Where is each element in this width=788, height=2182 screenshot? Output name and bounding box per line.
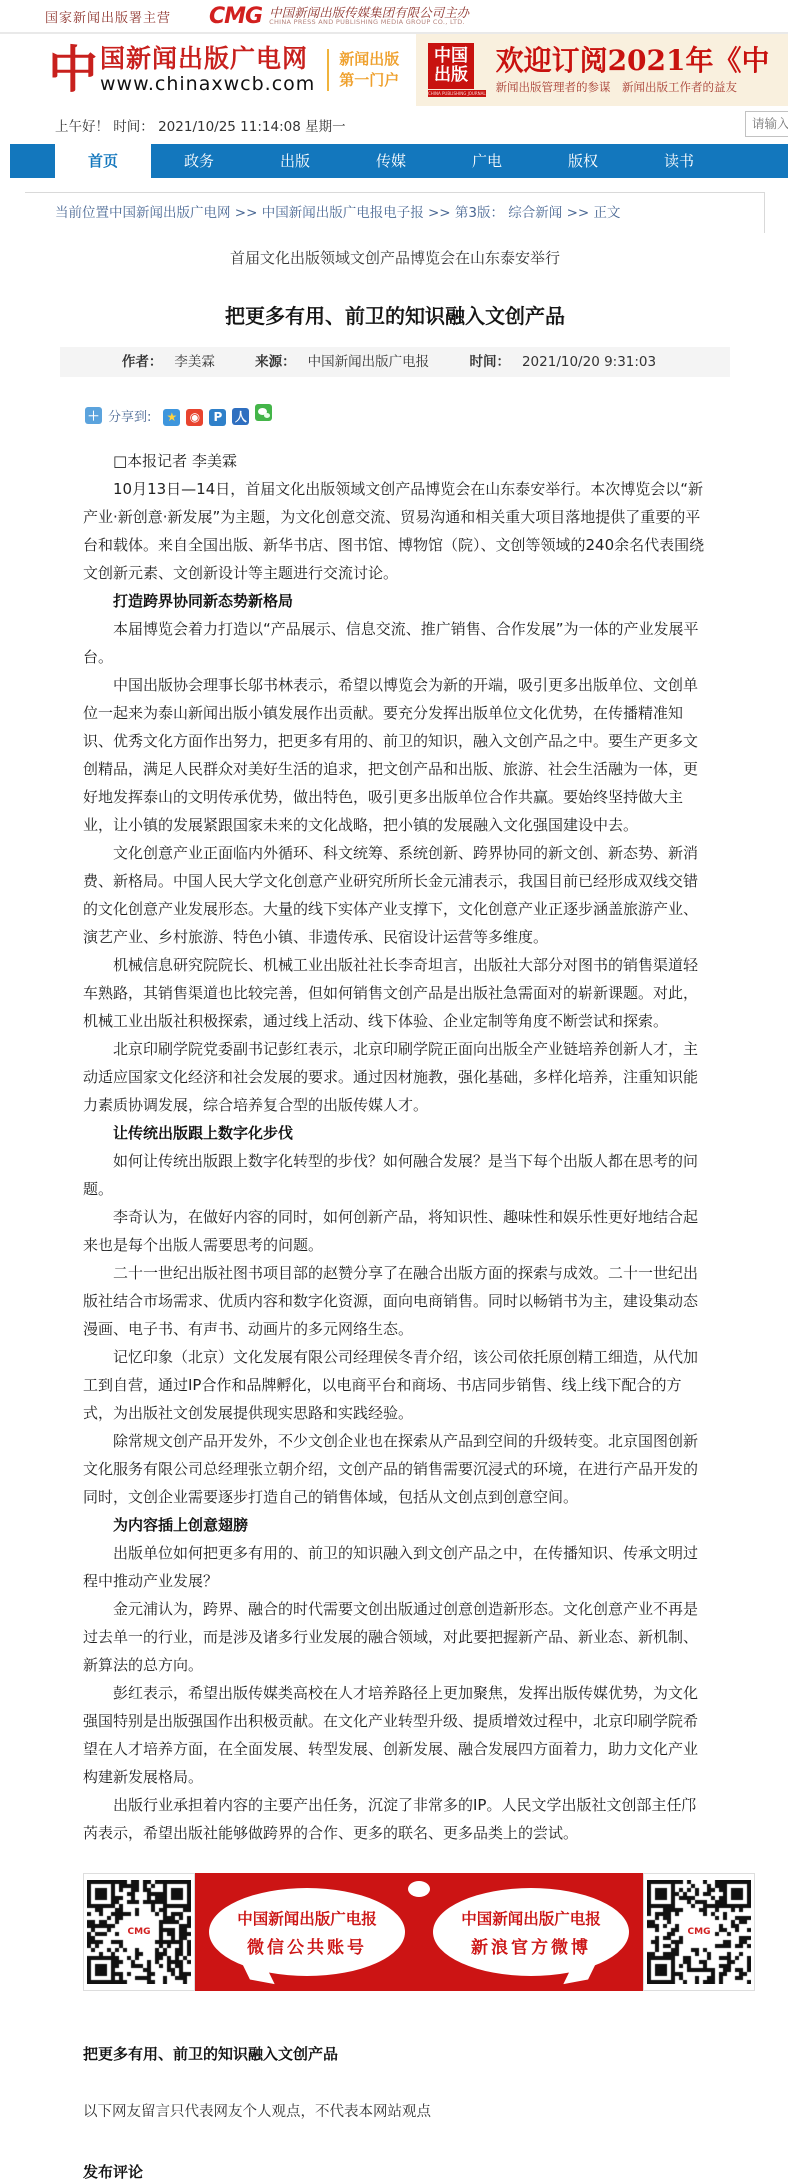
article-paragraph: 记忆印象（北京）文化发展有限公司经理侯冬青介绍，该公司依托原创精工细造，从代加工到自营，通过IP合作和品牌孵化，以电商平台和商场、书店同步销售、线上线下配合的方式，为出版社文创发展提供现实思路和实践经验。	[83, 1348, 699, 1422]
wechat-qr-code	[83, 1873, 195, 1991]
share-bar	[85, 405, 765, 425]
nav-item-7[interactable]: 读书	[663, 152, 694, 170]
article-paragraph: 出版单位如何把更多有用的、前卫的知识融入到文创产品之中，在传播知识、传承文明过程中推动产业发展？	[83, 1544, 699, 1590]
author-value: 李美霖	[174, 354, 215, 370]
time-toolbar	[0, 106, 788, 144]
article-paragraph: 北京印刷学院党委副书记彭红表示，北京印刷学院正面向出版全产业链培养创新人才，主动适应国家文化经济和社会发展的要求。通过因材施教，强化基础，多样化培养，注重知识能力素质协调发展，综合培养复合型的出版传媒人才。	[83, 1040, 699, 1114]
article-paragraph: 彭红表示，希望出版传媒类高校在人才培养路径上更加聚焦，发挥出版传媒优势，为文化强国特别是出版强国作出积极贡献。在文化产业转型升级、提质增效过程中，北京印刷学院希望在人才培养方面，在全面发展、转型发展、创新发展、融合发展四方面着力，助力文化产业构建新发展格局。	[83, 1684, 699, 1786]
nav-item-4[interactable]: 传媒	[375, 152, 406, 170]
qr-cmg-label: CMG	[125, 1926, 154, 1939]
site-slogan: 新闻出版 第一门户	[327, 49, 399, 91]
cmg-logo: CMG	[209, 3, 263, 29]
main-nav	[10, 144, 788, 178]
source-label: 来源：	[255, 354, 296, 370]
nav-item-2[interactable]: 政务	[183, 152, 214, 170]
renren-icon[interactable]: 人	[232, 408, 249, 425]
share-icons	[163, 404, 278, 426]
article-body	[83, 447, 707, 1847]
comments-disclaimer: 以下网友留言只代表网友个人观点，不代表本网站观点	[83, 2104, 431, 2120]
wechat-icon[interactable]	[255, 404, 272, 421]
nav-item-5[interactable]: 广电	[471, 152, 502, 170]
wechat-bubble: 中国新闻出版广电报 微信公共账号	[209, 1888, 405, 1976]
post-comment-label[interactable]: 发布评论	[83, 2163, 144, 2181]
article-paragraph: 出版行业承担着内容的主要产出任务，沉淀了非常多的IP。人民文学出版社文创部主任邝芮表示，希望出版社能够做跨界的合作、更多的联名、更多品类上的尝试。	[83, 1796, 697, 1842]
share-label[interactable]: 分享到:	[108, 409, 152, 425]
nav-item-3[interactable]: 出版	[279, 152, 310, 170]
site-logo-glyph-icon: 中	[48, 41, 98, 99]
time-value: 2021/10/20 9:31:03	[521, 354, 657, 370]
related-article-title[interactable]: 把更多有用、前卫的知识融入文创产品	[83, 2045, 339, 2063]
share-plus-icon[interactable]: ＋	[85, 407, 102, 424]
banner-headline: 欢迎订阅2021年《中	[495, 44, 770, 77]
source-value: 中国新闻出版广电报	[307, 354, 430, 370]
section-heading: 为内容插上创意翅膀	[113, 1516, 249, 1534]
article-paragraph: 除常规文创产品开发外，不少文创企业也在探索从产品到空间的升级转变。北京国图创新文化服务有限公司总经理张立朝介绍，文创产品的销售需要沉浸式的环境，在进行产品开发的同时，文创企业需要逐步打造自己的销售体域，包括从文创点到创意空间。	[83, 1432, 699, 1506]
article-paragraph: 10月13日—14日，首届文化出版领域文创产品博览会在山东泰安举行。本次博览会以“新产业·新创意·新发展”为主题，为文化创意交流、贸易沟通和相关重大项目落地提供了重要的平台和载体。来自全国出版、新华书店、图书馆、博物馆（院）、文创等领域的240余名代表围绕文创新元素、文创新设计等主题进行交流讨论。	[83, 480, 705, 582]
article-paragraph: 机械信息研究院院长、机械工业出版社社长李奇坦言，出版社大部分对图书的销售渠道轻车熟路，其销售渠道也比较完善，但如何销售文创产品是出版社急需面对的崭新课题。对此，机械工业出版社积极探索，通过线上活动、线下体验、企业定制等角度不断尝试和探索。	[83, 956, 699, 1030]
seal-english-text: CHINA PUBLISHING JOURNAL	[428, 91, 486, 96]
nav-item-6[interactable]: 版权	[567, 152, 598, 170]
organizer-text-en: CHINA PRESS AND PUBLISHING MEDIA GROUP CO., LTD.	[269, 18, 465, 27]
top-utility-bar	[0, 0, 788, 34]
breadcrumb[interactable]: 当前位置中国新闻出版广电网 >> 中国新闻出版广电报电子报 >> 第3版： 综合新闻 >> 正文	[25, 193, 765, 233]
article-paragraph: 如何让传统出版跟上数字化转型的步伐？如何融合发展？是当下每个出版人都在思考的问题。	[83, 1152, 699, 1198]
section-heading: 打造跨界协同新态势新格局	[113, 592, 294, 610]
page-title: 把更多有用、前卫的知识融入文创产品	[225, 304, 565, 328]
article-paragraph: 中国出版协会理事长邬书林表示，希望以博览会为新的开端，吸引更多出版单位、文创单位一起来为泰山新闻出版小镇发展作出贡献。要充分发挥出版单位文化优势，在传播精准知识、优秀文化方面作出努力，把更多有用的、前卫的知识，融入文创产品之中。要生产更多文创精品，满足人民群众对美好生活的追求，把文创产品和出版、旅游、社会生活融为一体，更好地发挥泰山的文明传承优势，做出特色，吸引更多出版单位合作共赢。要始终坚持做大主业，让小镇的发展紧跟国家未来的文化战略，把小镇的发展融入文化强国建设中去。	[83, 676, 699, 834]
cmg-block	[209, 4, 469, 29]
article-paragraph: 二十一世纪出版社图书项目部的赵赞分享了在融合出版方面的探索与成效。二十一世纪出版社结合市场需求、优质内容和数字化资源，面向电商销售。同时以畅销书为主，建设集动态漫画、电子书、有声书、动画片的多元网络生态。	[83, 1264, 699, 1338]
qzone-icon[interactable]: ★	[163, 409, 180, 426]
article-paragraph: □本报记者 李美霖	[113, 452, 237, 470]
site-logo[interactable]	[0, 41, 400, 99]
nav-item-1[interactable]: 首页	[55, 144, 151, 178]
qr-cmg-label: CMG	[685, 1926, 714, 1939]
search-input[interactable]	[745, 111, 788, 137]
pengyou-icon[interactable]: P	[209, 409, 226, 426]
article-paragraph: 金元浦认为，跨界、融合的时代需要文创出版通过创意创造新形态。文化创意产业不再是过去单一的行业，而是涉及诸多行业发展的融合领域，对此要把握新产品、新业态、新机制、新算法的总方向。	[83, 1600, 699, 1674]
article-paragraph: 本届博览会着力打造以“产品展示、信息交流、推广销售、合作发展”为一体的产业发展平台。	[83, 620, 699, 666]
article-paragraph: 李奇认为，在做好内容的同时，如何创新产品，将知识性、趣味性和娱乐性更好地结合起来也是每个出版人需要思考的问题。	[83, 1208, 699, 1254]
author-label: 作者：	[121, 354, 163, 370]
article-kicker: 首届文化出版领域文创产品博览会在山东泰安举行	[229, 249, 560, 267]
qr-banner-band	[195, 1873, 643, 1991]
supervisor-text: 国家新闻出版署主营	[45, 10, 172, 26]
site-logo-url: www.chinaxwcb.com	[100, 72, 316, 95]
greeting-datetime-text: 上午好！ 时间： 2021/10/25 11:14:08 星期一	[55, 119, 346, 135]
banner-subline: 新闻出版管理者的参谋 新闻出版工作者的益友	[495, 80, 738, 94]
qr-promo-banner[interactable]	[83, 1873, 755, 1991]
site-header	[0, 34, 788, 106]
subscribe-banner-ad[interactable]	[416, 34, 788, 106]
section-heading: 让传统出版跟上数字化步伐	[113, 1124, 294, 1142]
weibo-qr-code	[643, 1873, 755, 1991]
time-label: 时间：	[469, 354, 510, 370]
organizer-text: 中国新闻出版传媒集团有限公司主办	[269, 4, 470, 20]
article-meta-bar	[60, 347, 730, 377]
content-container	[25, 192, 765, 2182]
china-publishing-seal-icon: 中国 出版	[428, 43, 474, 89]
article-paragraph: 文化创意产业正面临内外循环、科文统筹、系统创新、跨界协同的新文创、新态势、新消费、新格局。中国人民大学文化创意产业研究所所长金元浦表示，我国目前已经形成双线交错的文化创意产业发展形态。大量的线下实体产业支撑下，文化创意产业正逐步涵盖旅游产业、演艺产业、乡村旅游、特色小镇、非遗传承、民宿设计运营等多维度。	[83, 844, 699, 946]
site-logo-title: 国新闻出版广电网	[100, 43, 309, 73]
weibo-bubble: 中国新闻出版广电报 新浪官方微博	[433, 1888, 629, 1976]
weibo-icon[interactable]: ◉	[186, 409, 203, 426]
